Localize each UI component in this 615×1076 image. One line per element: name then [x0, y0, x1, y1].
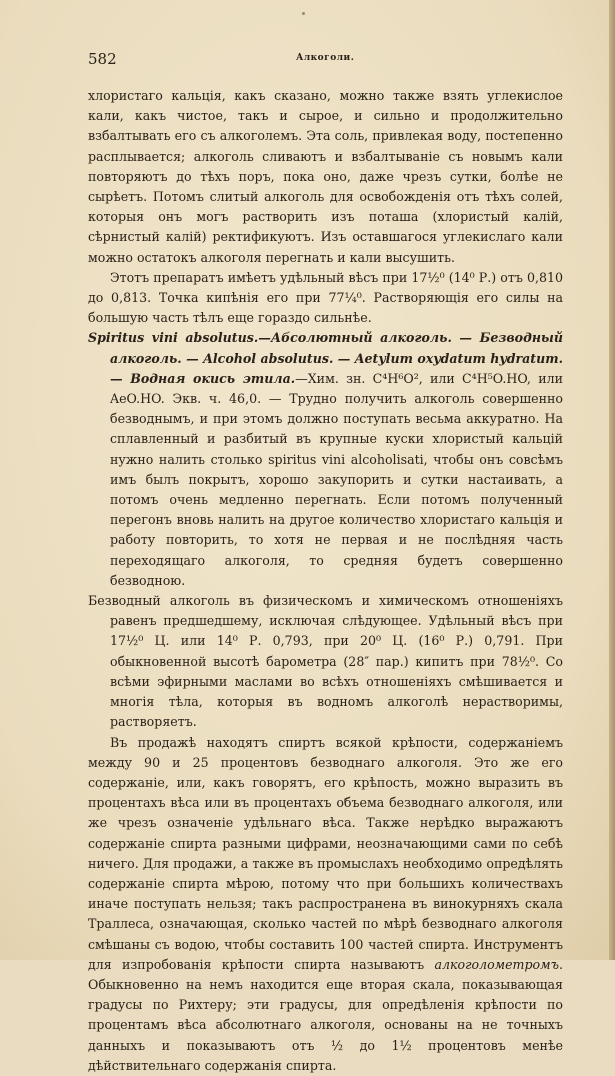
page-header [0, 50, 615, 72]
page-edge-shadow [609, 0, 615, 960]
commerce-text-before: Въ продажѣ находятъ спиртъ всякой крѣпости, содержаніемъ между 90 и 25 процентовъ безводнаго алкоголя. Это же его содержаніе, или, какъ говорятъ, его крѣпость, можно выразить въ процентахъ вѣса или въ процентахъ объема безводнаго алкоголя, или же чрезъ означеніе удѣльнаго вѣса. Также нерѣдко выражаютъ содержаніе спирта разными цифрами, неозначающими сами по себѣ ничего. Для продажи, а также въ промыслахъ необходимо опредѣлять содержаніе спирта мѣрою, потому что при большихъ количествахъ иначе поступать нельзя; такъ распространена въ винокурняхъ скала Траллеса, означающая, сколько частей по мѣрѣ безводнаго алкоголя смѣшаны съ водою, чтобы составить 100 частей спирта. Инструментъ для изпробованія крѣпости спирта называютъ [88, 734, 563, 972]
page-number: 582 [88, 50, 117, 68]
body-text [88, 86, 563, 1076]
entry-heading: Spiritus vini absolutus.—Абсолютный алкоголь. — Безводный алкоголь. — Alcohol absolutus. — Aetylum oxydatum hydratum. — Водная окись этила. [88, 330, 563, 386]
entry-body: —Хим. зн. C⁴H⁶O², или C⁴H⁵O.HO, или AeO.HO. Экв. ч. 46,0. — Трудно получить алкоголь совершенно безводнымъ, и при этомъ должно поступать весьма аккуратно. На сплавленный и разбитый въ крупные куски хлористый кальцій нужно налить столько spiritus vini alcoholisati, чтобы онъ совсѣмъ имъ былъ покрытъ, хорошо закупорить и сутки настаивать, а потомъ очень медленно перегнать. Если потомъ полученный перегонъ вновь налить на другое количество хлористаго кальція и работу повторить, то хотя не первая и не послѣдняя часть переходящаго алкоголя, то средняя будетъ совершенно безводною. [110, 370, 563, 588]
paragraph-specific-gravity: Этотъ препаратъ имѣетъ удѣльный вѣсъ при 17½⁰ (14⁰ Р.) отъ 0,810 до 0,813. Точка кипѣнія его при 77¼⁰. Растворяющія его силы на большую часть тѣлъ еще гораздо сильнѣе. [88, 269, 563, 326]
paragraph-properties: Безводный алкоголь въ физическомъ и химическомъ отношеніяхъ равенъ предшедшему, исключая слѣдующее. Удѣльный вѣсъ при 17½⁰ Ц. или 14⁰ Р. 0,793, при 20⁰ Ц. (16⁰ Р.) 0,791. При обыкновенной высотѣ барометра (28″ пар.) кипитъ при 78½⁰. Со всѣми эфирными маслами во всѣхъ отношеніяхъ смѣшивается и многія тѣла, которыя въ водномъ алкоголѣ нерастворимы, растворяетъ. [88, 593, 563, 730]
running-title: Алкоголи. [296, 53, 355, 63]
paragraph-continued: хлористаго кальція, какъ сказано, можно также взять углекислое кали, какъ чистое, такъ и сырое, и сильно и продолжительно взбалтывать его съ алкоголемъ. Эта соль, привлекая воду, постепенно расплывается; алкоголь сливаютъ и взбалтываніе съ новымъ кали повторяютъ до тѣхъ поръ, пока оно, даже чрезъ сутки, болѣе не сырѣетъ. Потомъ слитый алкоголь для освобожденія отъ тѣхъ солей, которыя онъ могъ растворить изъ поташа (хлористый калій, сѣрнистый калій) ректификуютъ. Изъ оставшагося углекислаго кали можно остатокъ алкоголя перегнать и кали высушить. [88, 88, 563, 265]
paper-speck [302, 12, 305, 15]
commerce-text-after: . Обыкновенно на немъ находится еще вторая скала, показывающая градусы по Рихтеру; эти градусы, для опредѣленія крѣпости по процентамъ вѣса абсолютнаго алкоголя, основаны на не точныхъ данныхъ и показываютъ отъ ½ до 1½ процентовъ менѣе дѣйствительнаго содержанія спирта. [88, 956, 563, 1073]
entry-absolute-alcohol [88, 328, 563, 591]
paragraph-commerce [88, 733, 563, 1076]
instrument-term: алкоголометромъ [434, 956, 559, 972]
